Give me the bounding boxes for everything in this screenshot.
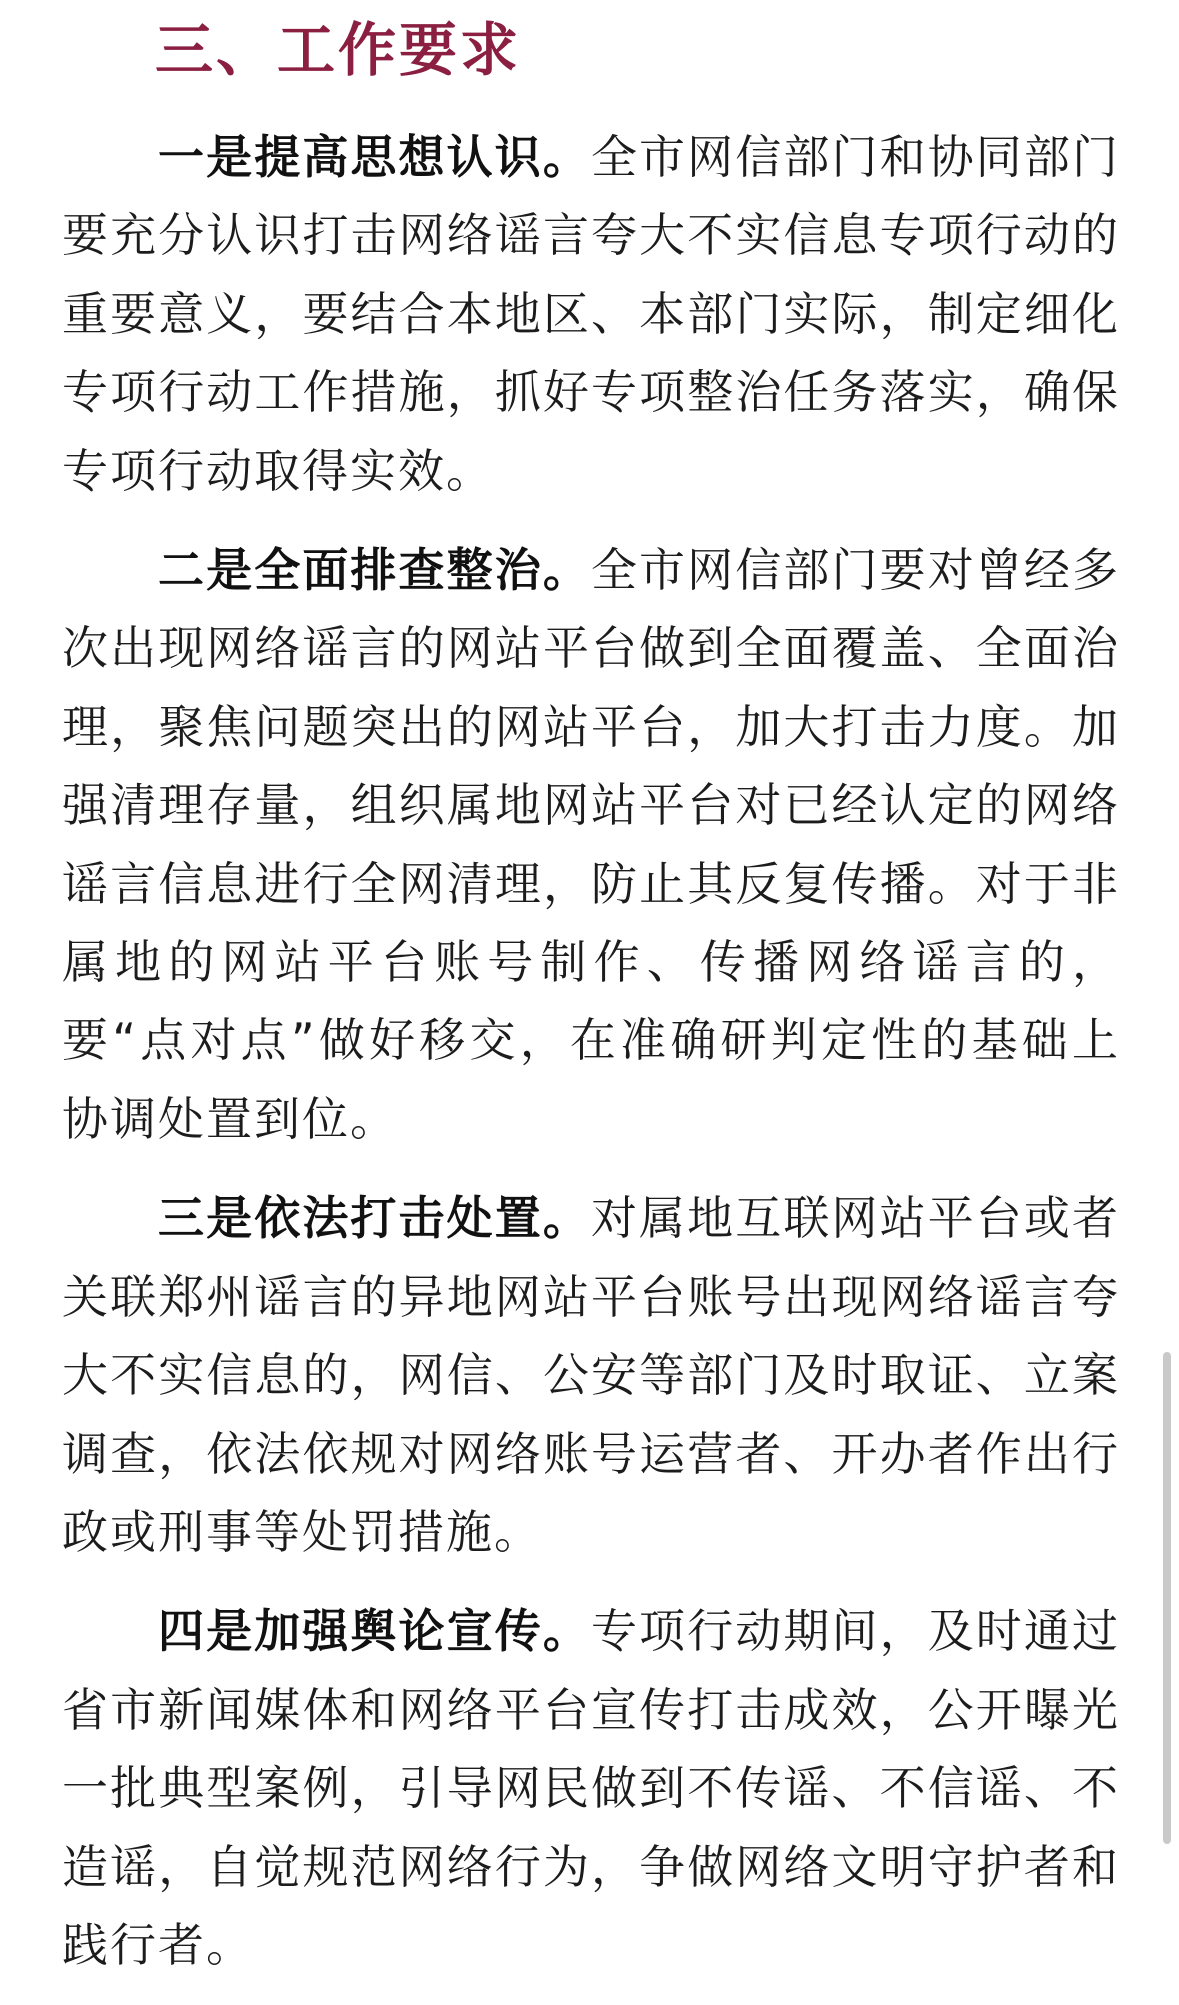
paragraph-2-lead: 二是全面排查整治。 xyxy=(158,543,591,598)
section-heading: 三、工作要求 xyxy=(155,16,522,84)
paragraph-3 xyxy=(62,1179,1120,1571)
paragraph-3-text: 对属地互联网站平台或者关联郑州谣言的异地网站平台账号出现网络谣言夸大不实信息的，网信、公安等部门及时取证、立案调查，依法依规对网络账号运营者、开办者作出行政或刑事等处罚措施。 xyxy=(62,1191,1121,1559)
paragraph-1 xyxy=(62,118,1120,510)
paragraph-3-lead: 三是依法打击处置。 xyxy=(158,1191,591,1246)
paragraph-4-text: 专项行动期间，及时通过省市新闻媒体和网络平台宣传打击成效，公开曝光一批典型案例，引导网民做到不传谣、不信谣、不造谣，自觉规范网络行为，争做网络文明守护者和践行者。 xyxy=(62,1604,1121,1972)
vertical-scrollbar[interactable] xyxy=(1163,1352,1171,1844)
paragraph-1-text: 全市网信部门和协同部门要充分认识打击网络谣言夸大不实信息专项行动的重要意义，要结合本地区、本部门实际，制定细化专项行动工作措施，抓好专项整治任务落实，确保专项行动取得实效。 xyxy=(62,130,1121,498)
paragraph-2-text: 全市网信部门要对曾经多次出现网络谣言的网站平台做到全面覆盖、全面治理，聚焦问题突出的网站平台，加大打击力度。加强清理存量，组织属地网站平台对已经认定的网络谣言信息进行全网清理，防止其反复传播。对于非属地的网站平台账号制作、传播网络谣言的，要“点对点”做好移交，在准确研判定性的基础上协调处置到位。 xyxy=(62,543,1121,1146)
article-body xyxy=(62,118,1120,2005)
paragraph-4 xyxy=(62,1592,1120,1984)
paragraph-2 xyxy=(62,531,1120,1158)
paragraph-1-lead: 一是提高思想认识。 xyxy=(158,130,591,184)
paragraph-4-lead: 四是加强舆论宣传。 xyxy=(158,1604,591,1659)
